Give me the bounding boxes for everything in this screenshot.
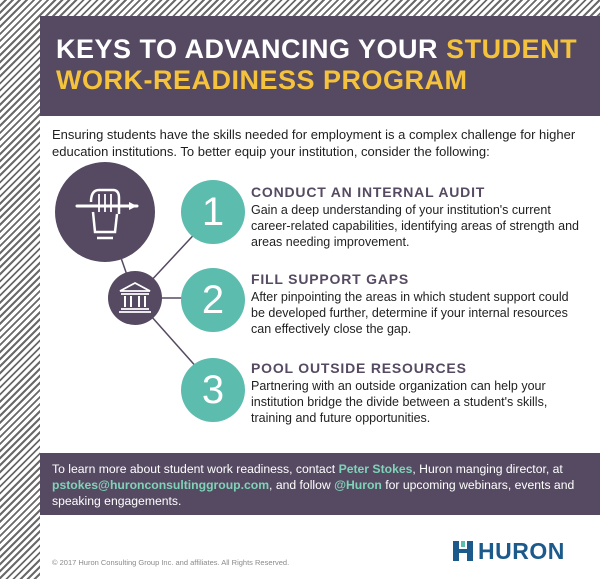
- step-3-number: 3: [201, 368, 225, 412]
- step-1-title: CONDUCT AN INTERNAL AUDIT: [251, 184, 486, 200]
- footer-text-1: To learn more about student work readiness, contact: [52, 462, 339, 476]
- hand-holding-pencil-icon: [55, 162, 155, 262]
- copyright-text: © 2017 Huron Consulting Group Inc. and affiliates. All Rights Reserved.: [52, 558, 290, 567]
- footer-text-3: , and follow: [269, 478, 335, 492]
- title-part1: KEYS TO ADVANCING YOUR: [56, 34, 447, 64]
- step-3-body: Partnering with an outside organization can help your institution bridge the divide between a student's skills, training and future opportunities.: [251, 379, 548, 425]
- footer-text-2: , Huron manging director, at: [412, 462, 563, 476]
- step-2-title: FILL SUPPORT GAPS: [251, 271, 410, 287]
- twitter-handle-link[interactable]: @Huron: [334, 478, 382, 492]
- step-2-circle: [181, 268, 245, 332]
- title-highlight: STUDENT: [446, 34, 578, 64]
- step-3-circle: [181, 358, 245, 422]
- step-2-body: After pinpointing the areas in which student support could be developed further, determine if your internal resources can effectively close the gap.: [251, 290, 569, 336]
- step-3-title: POOL OUTSIDE RESOURCES: [251, 360, 467, 376]
- title-line2: WORK-READINESS PROGRAM: [56, 65, 468, 95]
- building-circle: [108, 271, 162, 325]
- institution-building-icon: [108, 271, 162, 325]
- huron-logo: [452, 538, 565, 564]
- email-link[interactable]: pstokes@huronconsultinggroup.com: [52, 478, 270, 492]
- step-1-number: 1: [201, 190, 225, 234]
- hand-circle: [55, 162, 155, 262]
- step-2-number: 2: [201, 278, 225, 322]
- contact-name-link[interactable]: Peter Stokes: [338, 462, 413, 476]
- step-1-circle: [181, 180, 245, 244]
- intro-text: Ensuring students have the skills needed for employment is a complex challenge for higher education institutions. To better equip your institution, consider the following:: [52, 127, 576, 159]
- footer-text: [52, 461, 592, 509]
- huron-logo-icon: [452, 539, 474, 563]
- logo-text: HURON: [478, 537, 565, 564]
- step-1-body: Gain a deep understanding of your institution's current career-related capabilities, identifying areas of strength and areas needing improvement.: [251, 203, 579, 249]
- footer-text-4: for upcoming webinars, events and speaking engagements.: [52, 478, 575, 508]
